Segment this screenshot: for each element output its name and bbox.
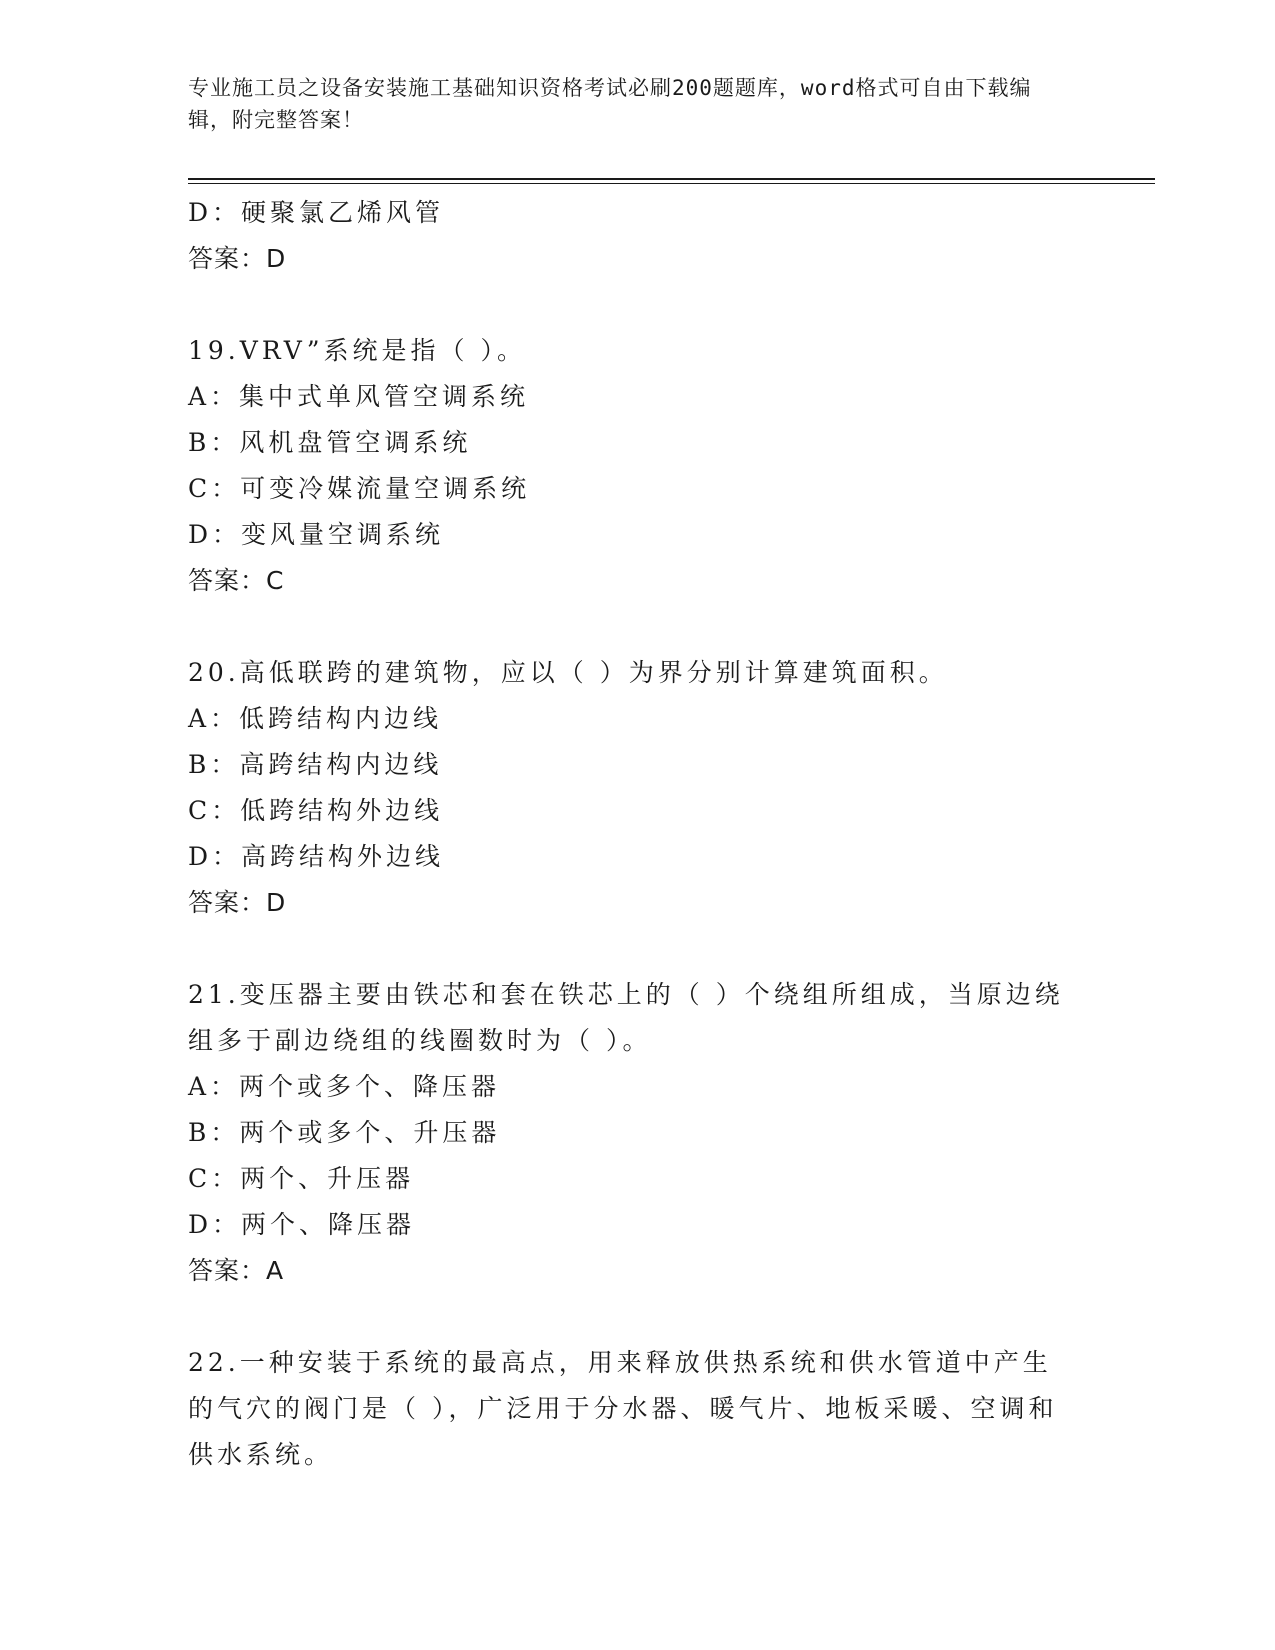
document-header: 专业施工员之设备安装施工基础知识资格考试必刷200题题库，word格式可自由下载编辑，附完整答案！ [188, 76, 1032, 132]
question-22 [188, 1340, 1088, 1478]
option-c: C：可变冷媒流量空调系统 [188, 474, 531, 503]
question-list [188, 190, 1088, 1478]
question-19 [188, 328, 1088, 604]
option-d: D：变风量空调系统 [188, 520, 445, 549]
option-b: B：两个或多个、升压器 [188, 1118, 501, 1147]
question-text: 22.一种安装于系统的最高点，用来释放供热系统和供水管道中产生的气穴的阀门是（ ），广泛用于分水器、暖气片、地板采暖、空调和供水系统。 [188, 1348, 1058, 1469]
question-text: 20.高低联跨的建筑物，应以（ ）为界分别计算建筑面积。 [188, 658, 948, 687]
question-20 [188, 650, 1088, 926]
option-c: C：两个、升压器 [188, 1164, 415, 1193]
question-text: 21.变压器主要由铁芯和套在铁芯上的（ ）个绕组所组成，当原边绕组多于副边绕组的线圈数时为（ ）。 [188, 980, 1064, 1055]
option-a: A：低跨结构内边线 [188, 704, 443, 733]
header-rule-thick [188, 178, 1155, 180]
answer: 答案：C [188, 566, 285, 595]
spacer [188, 1294, 1088, 1340]
answer: 答案：D [188, 888, 287, 917]
spacer [188, 282, 1088, 328]
option-a: A：两个或多个、降压器 [188, 1072, 501, 1101]
option-d: D：两个、降压器 [188, 1210, 416, 1239]
spacer [188, 604, 1088, 650]
header-rule-thin [188, 183, 1155, 184]
option-b: B：高跨结构内边线 [188, 750, 443, 779]
answer: 答案：A [188, 1256, 285, 1285]
question-18-tail [188, 190, 1088, 282]
question-text: 19.VRV”系统是指（ ）。 [188, 336, 526, 365]
option-b: B：风机盘管空调系统 [188, 428, 472, 457]
spacer [188, 926, 1088, 972]
option-d: D：硬聚氯乙烯风管 [188, 198, 445, 227]
option-c: C：低跨结构外边线 [188, 796, 444, 825]
question-21 [188, 972, 1088, 1294]
option-a: A：集中式单风管空调系统 [188, 382, 530, 411]
option-d: D：高跨结构外边线 [188, 842, 445, 871]
answer: 答案：D [188, 244, 287, 273]
